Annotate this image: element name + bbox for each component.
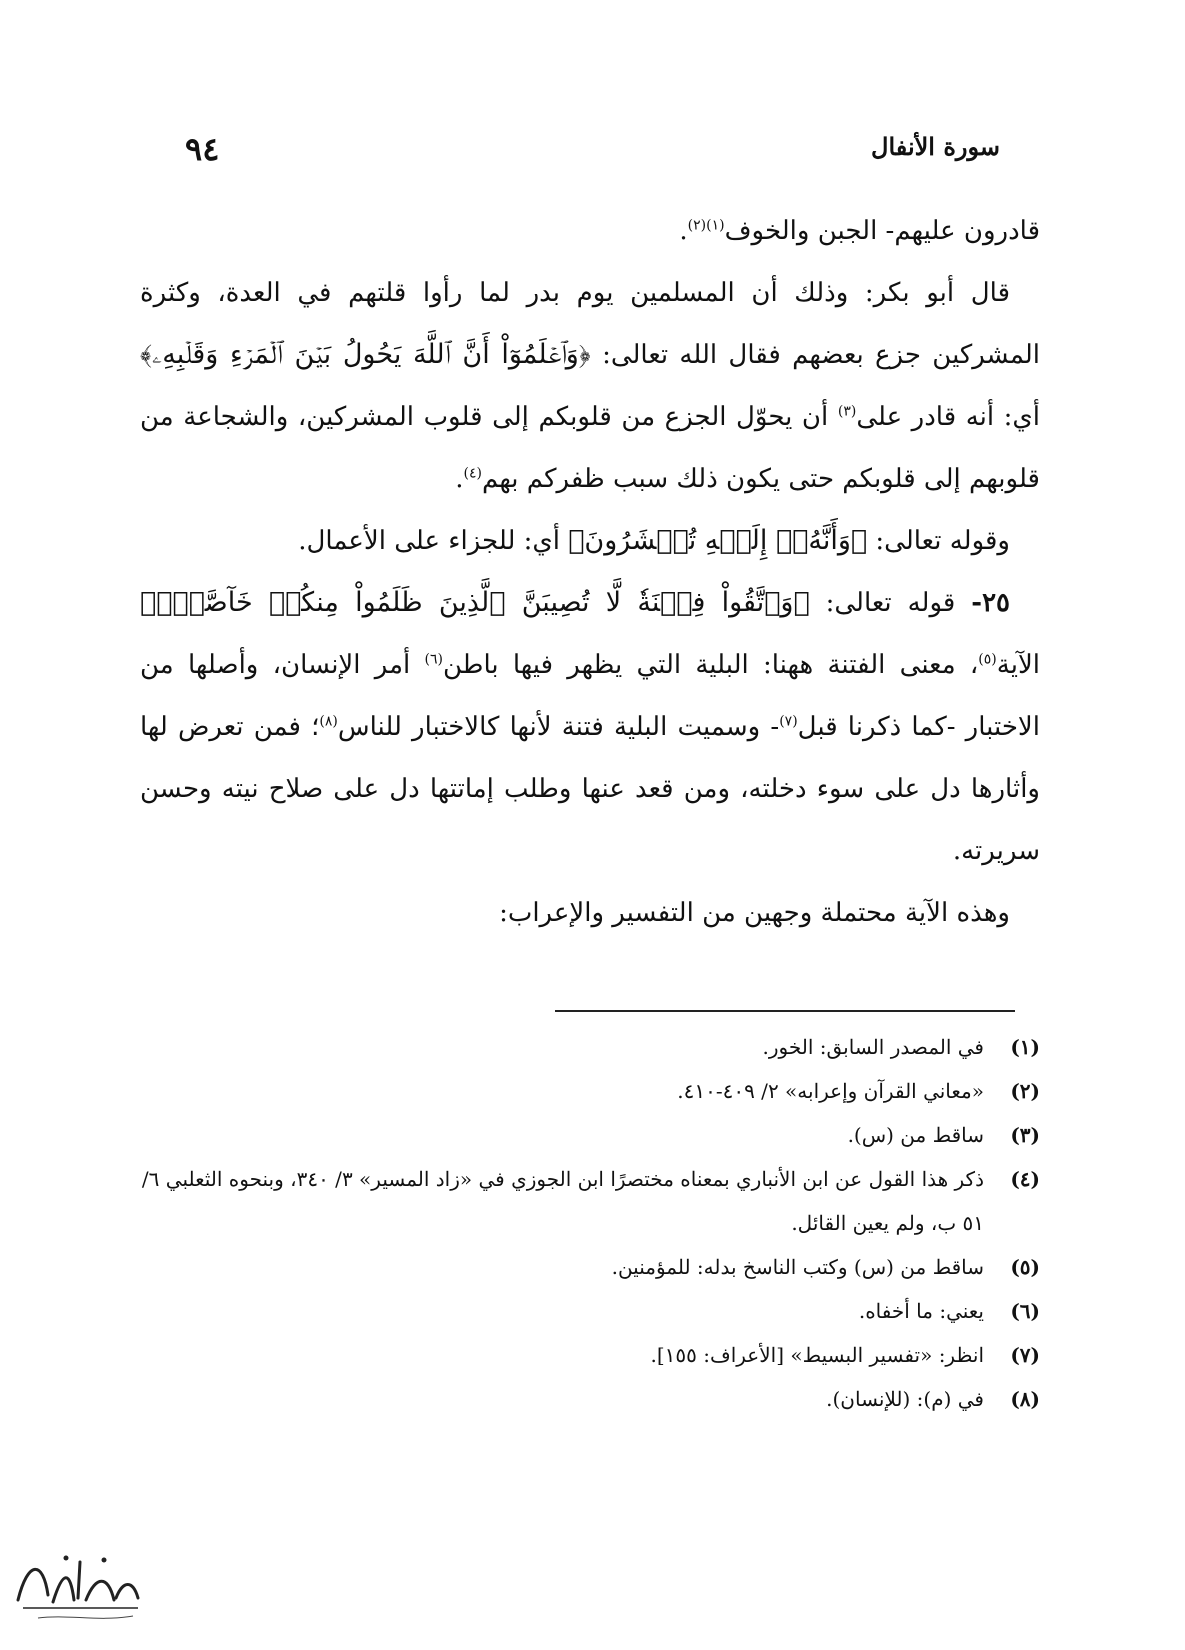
calligraphy-logo-icon: [8, 1540, 148, 1630]
text-run: أمر الإنسان، وأصلها من الاختبار -كما ذكرنا قبل: [140, 650, 1040, 742]
footnote-ref[interactable]: (١): [706, 217, 725, 234]
quran-verse: ﴿وَٱعۡلَمُوٓاْ أَنَّ ٱللَّهَ يَحُولُ بَيۡنَ ٱلۡمَرۡءِ وَقَلۡبِهِۦ﴾: [140, 339, 591, 370]
footnote-item: [140, 1289, 1040, 1333]
paragraph-4: [140, 572, 1040, 882]
footnote-text: في (م): (للإنسان).: [826, 1387, 984, 1411]
text-run: .: [455, 464, 464, 494]
footnote-number: (٢): [1010, 1079, 1040, 1103]
text-run: .: [679, 216, 688, 246]
paragraph-2: [140, 262, 1040, 510]
footnote-text: ساقط من (س).: [847, 1123, 984, 1147]
text-run: وهذه الآية محتملة وجهين من التفسير والإعراب:: [499, 898, 1010, 928]
page-number: ٩٤: [185, 130, 220, 168]
text-run: ، معنى الفتنة ههنا: البلية التي يظهر فيها باطن: [442, 650, 979, 680]
text-run: قوله تعالى:: [825, 588, 956, 618]
footnote-item: [140, 1069, 1040, 1113]
footnotes: [140, 1025, 1040, 1421]
page-header: [185, 128, 1000, 178]
footnote-text: «معاني القرآن وإعرابه» ٢/ ٤٠٩-٤١٠.: [677, 1079, 984, 1103]
footnote-item: [140, 1377, 1040, 1421]
footnote-item: [140, 1333, 1040, 1377]
surah-title: سورة الأنفال: [871, 132, 1000, 161]
footnote-text: ساقط من (س) وكتب الناسخ بدله: للمؤمنين.: [611, 1255, 984, 1279]
footnote-text: ذكر هذا القول عن ابن الأنباري بمعناه مختصرًا ابن الجوزي في «زاد المسير» ٣/ ٣٤٠، وبنحوه الثعلبي ٦/ ٥١ ب، ولم يعين القائل.: [141, 1167, 984, 1235]
footnote-number: (١): [1010, 1035, 1040, 1059]
text-run: قال أبو بكر: وذلك أن المسلمين يوم بدر لما رأوا قلتهم في العدة، وكثرة المشركين جزع بعضهم فقال الله تعالى:: [140, 278, 1041, 370]
footnote-item: [140, 1025, 1040, 1069]
footnote-item: [140, 1245, 1040, 1289]
footnote-ref[interactable]: (٦): [424, 651, 443, 668]
paragraph-3: [140, 510, 1040, 572]
footnote-number: (٣): [1010, 1123, 1040, 1147]
text-run: أن يحوّل الجزع من قلوبكم إلى قلوب المشركين، والشجاعة من قلوبهم إلى قلوبكم حتى يكون ذلك سبب ظفركم بهم: [140, 402, 1040, 494]
footnote-number: (٧): [1010, 1343, 1040, 1367]
footnote-item: [140, 1113, 1040, 1157]
text-run: ؛ فمن تعرض لها وأثارها دل على سوء دخلته، ومن قعد عنها وطلب إماتتها دل على صلاح نيته وحسن سريرته.: [140, 712, 1040, 866]
footnote-ref[interactable]: (٥): [978, 651, 997, 668]
footnote-text: انظر: «تفسير البسيط» [الأعراف: ١٥٥].: [650, 1343, 984, 1367]
quran-verse: ﴿وَأَنَّهُۥٓ إِلَيۡهِ تُحۡشَرُونَ﴾: [568, 525, 868, 556]
footnote-ref[interactable]: (٧): [779, 713, 798, 730]
text-run: - وسميت البلية فتنة لأنها كالاختبار للناس: [337, 712, 780, 742]
text-run: وقوله تعالى:: [875, 526, 1010, 556]
footnote-ref[interactable]: (٢): [687, 217, 707, 234]
footnote-number: (٥): [1010, 1255, 1040, 1279]
footnote-ref[interactable]: (٨): [319, 713, 338, 730]
footnote-divider: [555, 1010, 1015, 1012]
verse-number: ٢٥-: [971, 588, 1010, 618]
footnote-ref[interactable]: (٣): [837, 403, 857, 420]
paragraph-1: [140, 200, 1040, 262]
footnote-number: (٨): [1010, 1387, 1040, 1411]
text-run: أي: أنه قادر على: [856, 402, 1041, 432]
text-run: الآية: [996, 650, 1040, 680]
text-run: قادرون عليهم- الجبن والخوف: [724, 216, 1040, 246]
footnote-text: يعني: ما أخفاه.: [858, 1299, 984, 1323]
footnote-number: (٤): [1010, 1167, 1040, 1191]
paragraph-5: [140, 882, 1040, 944]
footnote-item: [140, 1157, 1040, 1245]
quran-verse: ﴿وَٱتَّقُواْ فِتۡنَةٗ لَّا تُصِيبَنَّ ٱلَّذِينَ ظَلَمُواْ مِنكُمۡ خَآصَّةٗۖ﴾: [140, 587, 810, 618]
main-text: [140, 200, 1040, 944]
footnote-number: (٦): [1010, 1299, 1040, 1323]
text-run: أي: للجزاء على الأعمال.: [298, 526, 560, 556]
footnote-text: في المصدر السابق: الخور.: [762, 1035, 984, 1059]
footnote-ref[interactable]: (٤): [463, 465, 483, 482]
